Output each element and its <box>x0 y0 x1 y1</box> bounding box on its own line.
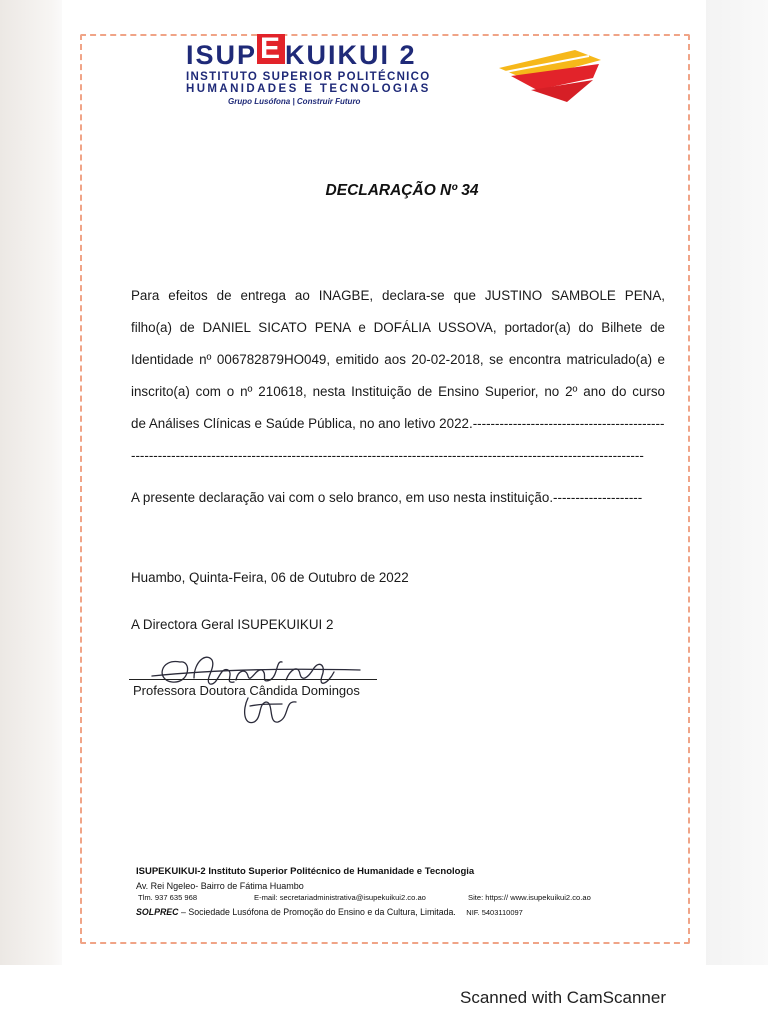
scanner-watermark: Scanned with CamScanner <box>460 988 667 1007</box>
logo-swoosh-icon <box>497 46 603 104</box>
paragraph-line: ------------------------------------------------------------------------------------------------------------------- <box>131 448 644 463</box>
director-title: A Directora Geral ISUPEKUIKUI 2 <box>131 617 334 632</box>
signature-line <box>129 679 377 680</box>
logo-line-2: HUMANIDADES E TECNOLOGIAS <box>186 83 431 95</box>
paragraph-line: Identidade nº 006782879HO049, emitido aos 20-02-2018, se encontra matriculado(a) e <box>131 352 665 367</box>
paragraph-line: inscrito(a) com o nº 210618, nesta Instituição de Ensino Superior, no 2º ano do curso <box>131 384 665 399</box>
logo-line-1: INSTITUTO SUPERIOR POLITÉCNICO <box>186 71 431 83</box>
document-title: DECLARAÇÃO Nº 34 <box>325 182 479 199</box>
footer-solprec-label: SOLPREC <box>136 907 179 917</box>
paragraph-line: A presente declaração vai com o selo branco, em uso nesta instituição.-------------------- <box>131 490 643 505</box>
footer-contacts <box>136 893 636 905</box>
paragraph-line: de Análises Clínicas e Saúde Pública, no ano letivo 2022.------------------------------------------- <box>131 416 665 431</box>
scan-background-left <box>0 0 64 965</box>
footer-address: Av. Rei Ngeleo- Bairro de Fátima Huambo <box>136 881 304 891</box>
logo-tagline: Grupo Lusófona | Construir Futuro <box>228 97 361 106</box>
logo-letter-e: E <box>257 34 285 64</box>
paragraph-line: filho(a) de DANIEL SICATO PENA e DOFÁLIA USSOVA, portador(a) do Bilhete de <box>131 320 665 335</box>
scan-background-right <box>705 0 768 965</box>
footer-nif: NIF. 5403110097 <box>466 908 523 917</box>
paragraph-line: Para efeitos de entrega ao INAGBE, declara-se que JUSTINO SAMBOLE PENA, <box>131 288 665 303</box>
footer-solprec-text: – Sociedade Lusófona de Promoção do Ensino e da Cultura, Limitada. <box>180 907 456 917</box>
declaration-paragraph <box>131 280 665 472</box>
footer-email: E-mail: secretariadministrativa@isupekuikui2.co.ao <box>254 893 426 902</box>
institution-logo-text <box>186 32 486 112</box>
signer-name: Professora Doutora Cândida Domingos <box>133 683 360 698</box>
seal-paragraph <box>131 482 665 514</box>
logo-name: ISUP E KUIKUI 2 <box>186 32 417 70</box>
footer-phone: Tlm. 937 635 968 <box>138 893 198 902</box>
footer-institution: ISUPEKUIKUI-2 Instituto Superior Politécnico de Humanidade e Tecnologia <box>136 866 475 877</box>
document-footer <box>136 866 636 917</box>
footer-site: Site: https:// www.isupekuikui2.co.ao <box>468 893 591 902</box>
footer-company <box>136 907 636 917</box>
place-and-date: Huambo, Quinta-Feira, 06 de Outubro de 2022 <box>131 570 409 585</box>
